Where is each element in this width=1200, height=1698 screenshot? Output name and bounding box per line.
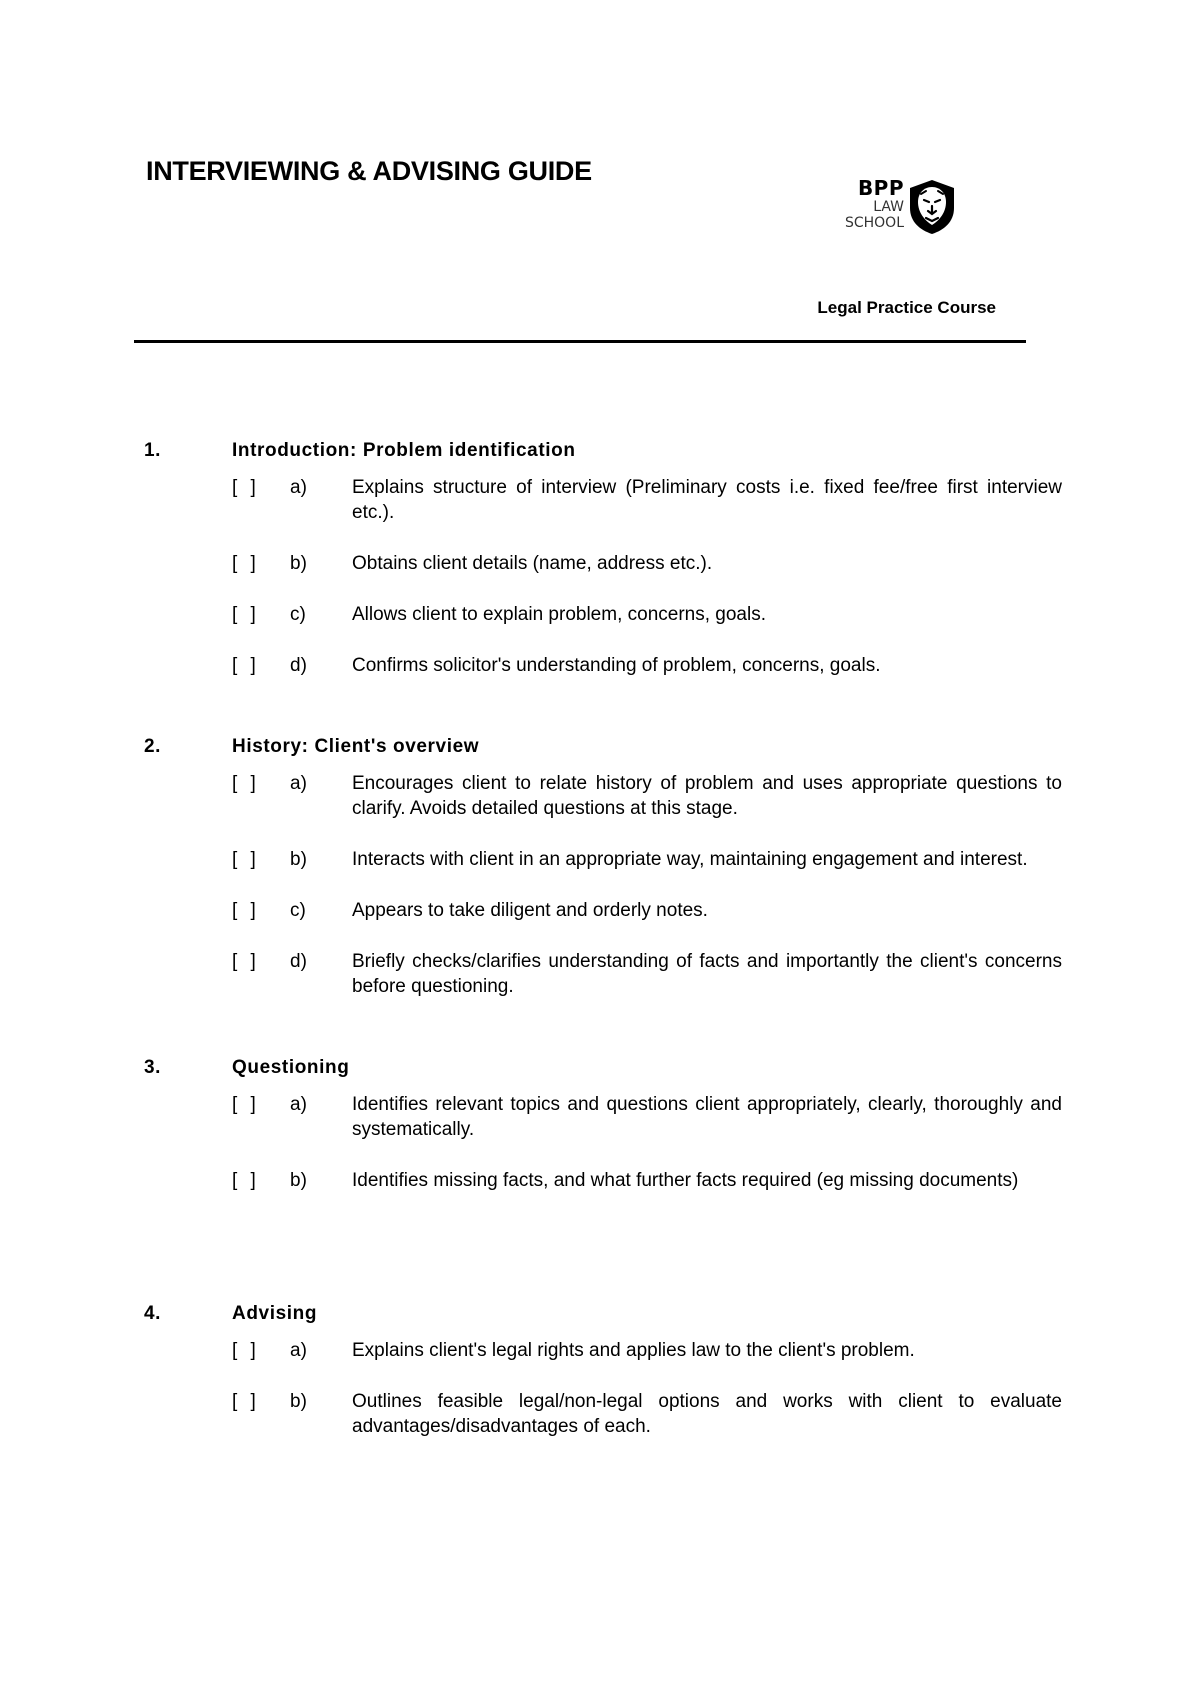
section-title: History: Client's overview [232, 736, 480, 757]
item-text: Identifies missing facts, and what further facts required (eg missing documents) [352, 1170, 1019, 1191]
item-text: Briefly checks/clarifies understanding of facts and importantly the client's concerns before questioning. [352, 951, 1062, 997]
checklist-item [144, 898, 1062, 923]
logo-text [845, 178, 904, 230]
checkbox[interactable]: [ ] [232, 1391, 260, 1412]
checkbox[interactable]: [ ] [232, 773, 260, 794]
checklist-item [144, 475, 1062, 525]
item-letter: b) [290, 1391, 307, 1412]
item-letter: a) [290, 1340, 307, 1361]
logo-brand: BPP [857, 176, 904, 200]
course-name: Legal Practice Course [817, 298, 996, 317]
item-text: Obtains client details (name, address etc.). [352, 553, 713, 574]
checklist-item [144, 847, 1062, 872]
checklist-item [144, 1168, 1062, 1193]
document-title: INTERVIEWING & ADVISING GUIDE [146, 156, 592, 186]
checklist [144, 440, 1062, 1439]
section-title: Introduction: Problem identification [232, 440, 576, 461]
bpp-law-school-logo [820, 178, 970, 242]
section-heading [144, 736, 1062, 758]
item-text: Explains client's legal rights and applies law to the client's problem. [352, 1340, 915, 1361]
lion-shield-icon [906, 178, 958, 236]
checkbox[interactable]: [ ] [232, 1094, 260, 1115]
checkbox[interactable]: [ ] [232, 1170, 260, 1191]
section-heading [144, 440, 1062, 462]
section-introduction [144, 440, 1062, 678]
item-letter: a) [290, 477, 307, 498]
item-text: Confirms solicitor's understanding of problem, concerns, goals. [352, 655, 881, 676]
logo-line-law: LAW [873, 199, 904, 215]
item-text: Explains structure of interview (Preliminary costs i.e. fixed fee/free first interview etc.). [352, 477, 1062, 523]
checklist-item [144, 1338, 1062, 1363]
item-text: Appears to take diligent and orderly notes. [352, 900, 708, 921]
item-text: Allows client to explain problem, concerns, goals. [352, 604, 766, 625]
section-number: 3. [144, 1057, 162, 1078]
checklist-item [144, 551, 1062, 576]
item-letter: b) [290, 1170, 307, 1191]
logo-line-school: SCHOOL [844, 215, 904, 231]
checklist-item [144, 771, 1062, 821]
item-letter: b) [290, 849, 307, 870]
checkbox[interactable]: [ ] [232, 849, 260, 870]
checkbox[interactable]: [ ] [232, 477, 260, 498]
checkbox[interactable]: [ ] [232, 553, 260, 574]
item-text: Identifies relevant topics and questions client appropriately, clearly, thoroughly and systematically. [352, 1094, 1062, 1140]
section-number: 4. [144, 1303, 162, 1324]
section-number: 1. [144, 440, 162, 461]
section-number: 2. [144, 736, 162, 757]
section-heading [144, 1303, 1062, 1325]
section-questioning [144, 1057, 1062, 1193]
item-letter: a) [290, 1094, 307, 1115]
section-title: Advising [232, 1303, 318, 1324]
item-text: Outlines feasible legal/non-legal options and works with client to evaluate advantages/disadvantages of each. [352, 1391, 1062, 1437]
section-advising [144, 1303, 1062, 1439]
checkbox[interactable]: [ ] [232, 604, 260, 625]
item-text: Interacts with client in an appropriate way, maintaining engagement and interest. [352, 849, 1028, 870]
item-text: Encourages client to relate history of problem and uses appropriate questions to clarify. Avoids detailed questions at this stage. [352, 773, 1062, 819]
checklist-item [144, 949, 1062, 999]
section-history [144, 736, 1062, 999]
checkbox[interactable]: [ ] [232, 951, 260, 972]
checkbox[interactable]: [ ] [232, 1340, 260, 1361]
checkbox[interactable]: [ ] [232, 655, 260, 676]
item-letter: a) [290, 773, 307, 794]
item-letter: d) [290, 951, 307, 972]
section-title: Questioning [232, 1057, 350, 1078]
item-letter: c) [290, 604, 306, 625]
item-letter: d) [290, 655, 307, 676]
checklist-item [144, 1092, 1062, 1142]
checklist-item [144, 653, 1062, 678]
checklist-item [144, 1389, 1062, 1439]
checkbox[interactable]: [ ] [232, 900, 260, 921]
item-letter: c) [290, 900, 306, 921]
item-letter: b) [290, 553, 307, 574]
header-divider [134, 340, 1026, 343]
checklist-item [144, 602, 1062, 627]
section-heading [144, 1057, 1062, 1079]
